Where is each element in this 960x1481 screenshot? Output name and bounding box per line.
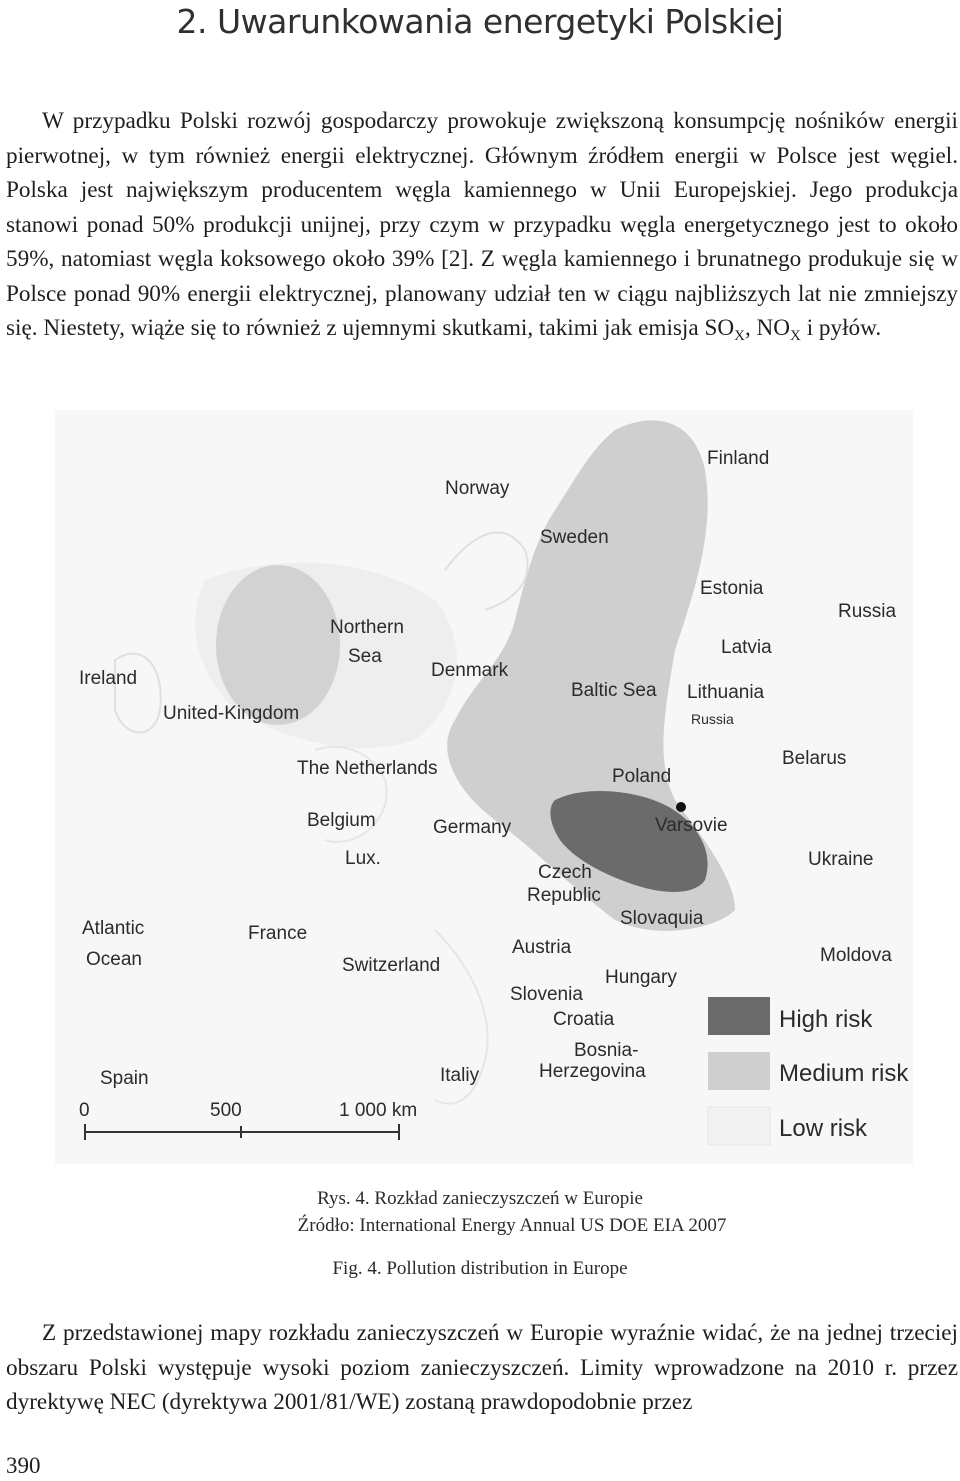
- followup-paragraph: [6, 1316, 958, 1420]
- intro-text-mid: , NO: [744, 315, 791, 341]
- label-sea: Sea: [348, 646, 382, 667]
- label-italy: Italiy: [440, 1065, 480, 1086]
- intro-paragraph: [6, 104, 958, 354]
- label-republic: Republic: [527, 885, 601, 906]
- label-finland: Finland: [707, 448, 770, 469]
- label-atlantic: Atlantic: [82, 918, 145, 939]
- label-denmark: Denmark: [431, 660, 509, 681]
- label-ukraine: Ukraine: [808, 849, 874, 870]
- label-united-kingdom: United-Kingdom: [163, 703, 300, 724]
- label-sweden: Sweden: [540, 527, 609, 548]
- label-hungary: Hungary: [605, 967, 677, 988]
- label-ocean: Ocean: [86, 949, 142, 970]
- pollution-map: [55, 410, 913, 1164]
- label-belarus: Belarus: [782, 748, 847, 769]
- so-subscript: X: [734, 328, 745, 344]
- label-russia-kaliningrad: Russia: [691, 711, 734, 727]
- label-latvia: Latvia: [721, 637, 772, 658]
- label-northern: Northern: [330, 617, 404, 638]
- scale-1000: 1 000 km: [339, 1100, 418, 1121]
- legend-high: High risk: [779, 1006, 873, 1033]
- legend-low: Low risk: [779, 1115, 868, 1142]
- label-estonia: Estonia: [700, 578, 764, 599]
- label-herzegovina: Herzegovina: [539, 1061, 646, 1082]
- label-ireland: Ireland: [79, 668, 138, 689]
- legend-swatch-low: [708, 1107, 770, 1145]
- no-subscript: X: [790, 328, 801, 344]
- intro-text: W przypadku Polski rozwój gospodarczy prowokuje zwiększoną konsumpcję nośników energii pierwotnej, w tym również energii elektrycznej. Głównym źródłem energii w Polsce jest węgiel. Polska jest największym producentem węgla kamiennego w Unii Europejskiej. Jego produkcja stanowi ponad 50% produkcji unijnej, przy czym w przypadku węgla energetycznego jest to około 59%, natomiast węgla koksowego około 39% [2]. Z węgla kamiennego i brunatnego produkuje się w Polsce ponad 90% energii elektrycznej, planowany udział ten w ciągu najbliższych lat nie zmniejszy się. Niestety, wiąże się to również z ujemnymi skutkami, takimi jak emisja SO: [6, 108, 958, 341]
- figure-caption-en: Fig. 4. Pollution distribution in Europe: [332, 1258, 628, 1279]
- label-russia: Russia: [838, 601, 897, 622]
- label-france: France: [248, 923, 308, 944]
- legend-swatch-high: [708, 997, 770, 1035]
- scale-zero: 0: [79, 1100, 90, 1121]
- label-moldova: Moldova: [820, 945, 892, 966]
- label-spain: Spain: [100, 1068, 149, 1089]
- legend-swatch-medium: [708, 1052, 770, 1090]
- label-czech: Czech: [538, 862, 592, 883]
- label-lux: Lux.: [345, 848, 381, 869]
- medium-risk-zone-uk: [216, 565, 340, 725]
- label-netherlands: The Netherlands: [297, 758, 438, 779]
- label-switzerland: Switzerland: [342, 955, 441, 976]
- scale-500: 500: [210, 1100, 242, 1121]
- label-slovenia: Slovenia: [510, 984, 583, 1005]
- intro-text-end: i pyłów.: [800, 315, 882, 341]
- label-baltic-sea: Baltic Sea: [571, 680, 657, 701]
- legend-medium: Medium risk: [779, 1060, 909, 1087]
- label-belgium: Belgium: [307, 810, 376, 831]
- page-number: 390: [6, 1453, 41, 1478]
- label-austria: Austria: [512, 937, 572, 958]
- label-croatia: Croatia: [553, 1009, 615, 1030]
- label-poland: Poland: [612, 766, 672, 787]
- section-heading: 2. Uwarunkowania energetyki Polskiej: [176, 2, 784, 41]
- label-bosnia: Bosnia-: [574, 1040, 639, 1061]
- figure-caption-pl: Rys. 4. Rozkład zanieczyszczeń w Europie: [317, 1188, 643, 1209]
- figure-source: Źródło: International Energy Annual US DOE EIA 2007: [297, 1215, 727, 1236]
- label-norway: Norway: [445, 478, 510, 499]
- label-slovaquia: Slovaquia: [620, 908, 704, 929]
- label-germany: Germany: [433, 817, 512, 838]
- followup-text: Z przedstawionej mapy rozkładu zanieczyszczeń w Europie wyraźnie widać, że na jednej trzeciej obszaru Polski występuje wysoki poziom zanieczyszczeń. Limity wprowadzone na 2010 r. przez dyrektywę NEC (dyrektywa 2001/81/WE) zostaną prawdopodobnie przez: [6, 1320, 958, 1415]
- varsovie-marker: [676, 802, 686, 812]
- label-lithuania: Lithuania: [687, 682, 765, 703]
- label-varsovie: Varsovie: [655, 815, 728, 836]
